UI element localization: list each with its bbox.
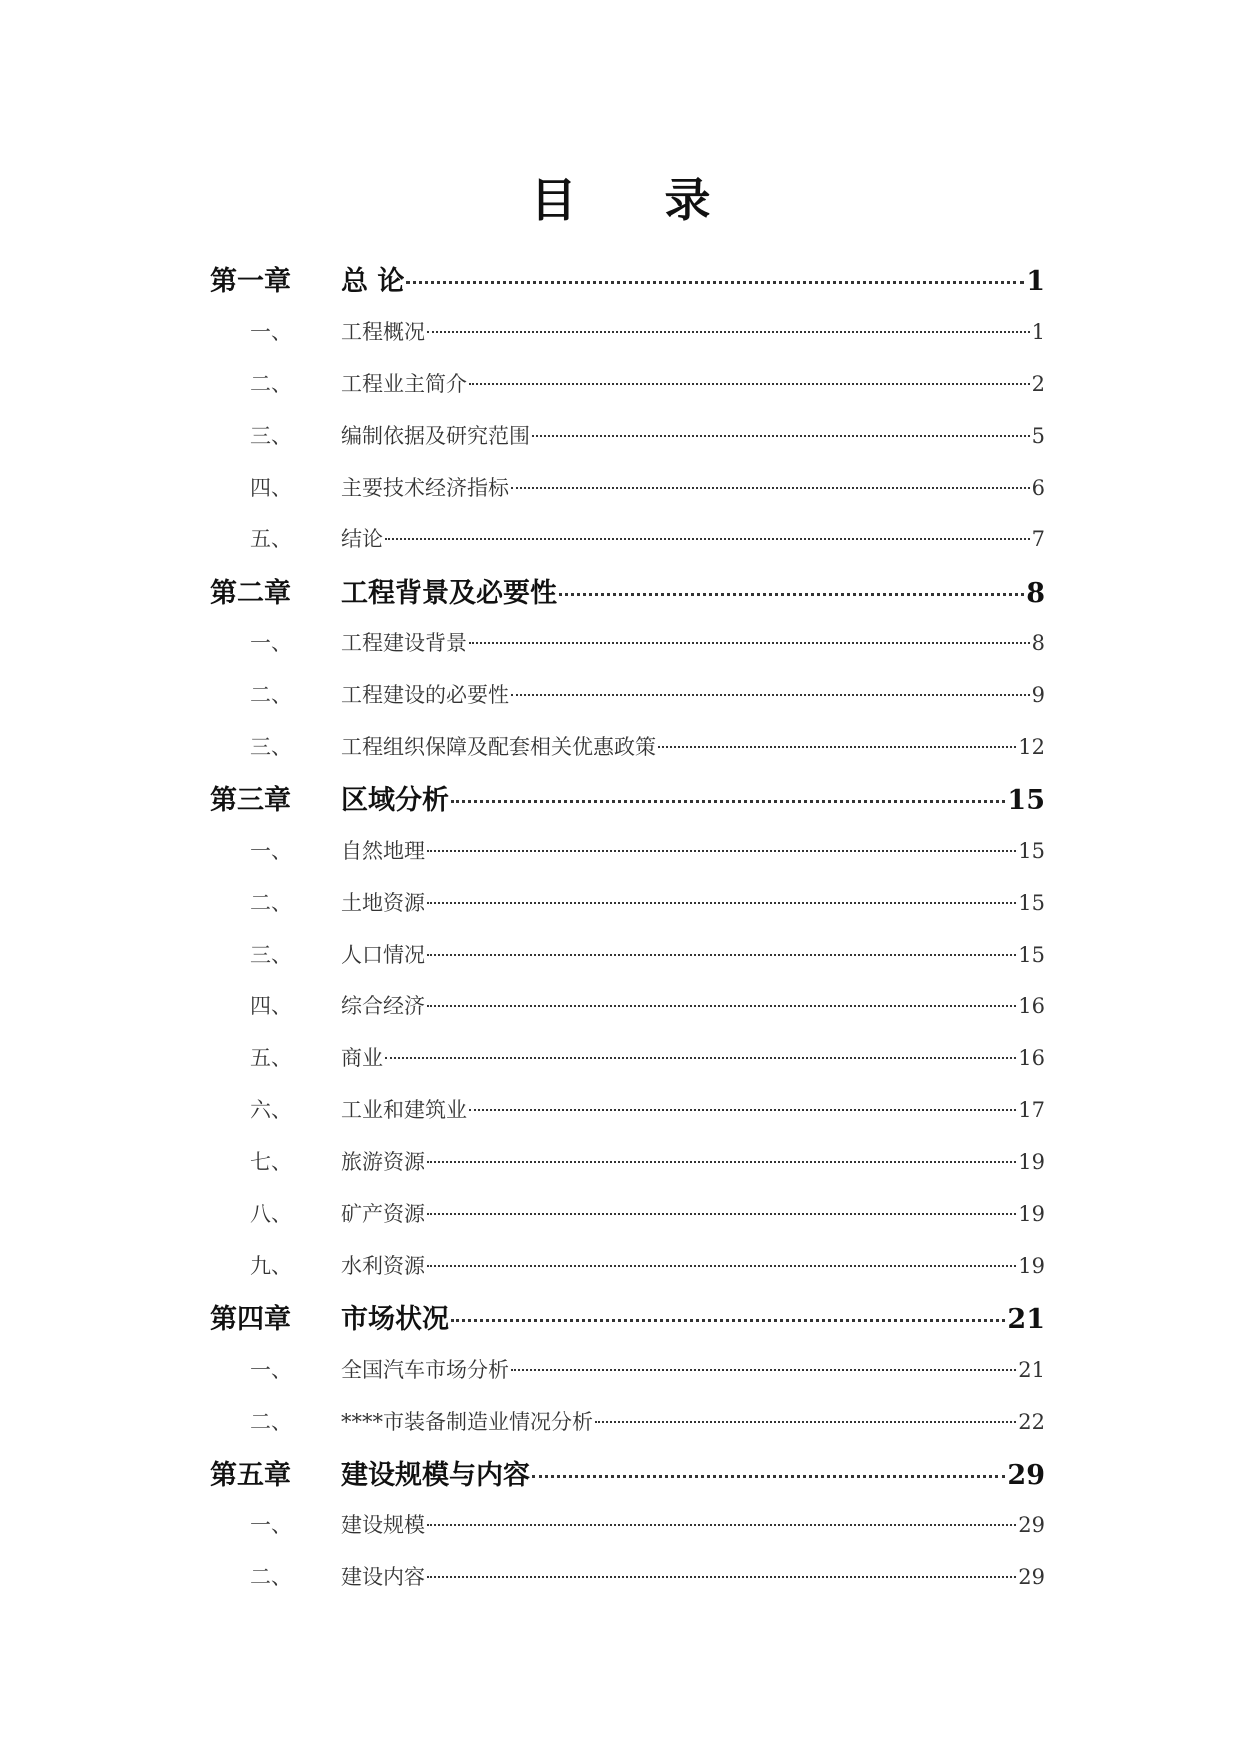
toc-section-row[interactable] — [0, 1031, 1241, 1083]
toc-section-row[interactable] — [0, 1135, 1241, 1187]
toc-entry-label: 市场状况 — [341, 1304, 449, 1336]
dot-leader — [469, 642, 1030, 644]
toc-entry-label: 水利资源 — [341, 1253, 425, 1278]
toc-page-number: 29 — [1007, 1459, 1045, 1491]
toc-section-row[interactable] — [0, 876, 1241, 928]
toc-entry — [341, 731, 1045, 761]
toc-entry — [341, 990, 1045, 1020]
toc-section-row[interactable] — [0, 1187, 1241, 1239]
toc-entry-label: 工程组织保障及配套相关优惠政策 — [341, 734, 656, 759]
dot-leader — [427, 1524, 1016, 1526]
toc-entry — [341, 523, 1045, 553]
toc-section-row[interactable] — [0, 616, 1241, 668]
toc-section-row[interactable] — [0, 357, 1241, 409]
toc-entry-label: 工业和建筑业 — [341, 1098, 467, 1123]
toc-section-row[interactable] — [0, 1395, 1241, 1447]
toc-entry-label: 人口情况 — [341, 942, 425, 967]
toc-entry — [341, 1094, 1045, 1124]
toc-section-row[interactable] — [0, 1498, 1241, 1550]
dot-leader — [406, 281, 1024, 284]
toc-section-row[interactable] — [0, 720, 1241, 772]
toc-chapter-row[interactable] — [0, 1446, 1241, 1498]
toc-entry — [341, 835, 1045, 865]
toc-entry — [341, 679, 1045, 709]
toc-page-number: 9 — [1031, 683, 1045, 708]
toc-entry-label: 建设规模 — [341, 1513, 425, 1538]
page-title: 目 录 — [530, 173, 747, 227]
toc-entry-number: 三、 — [250, 942, 292, 967]
dot-leader — [427, 1265, 1016, 1267]
dot-leader — [427, 902, 1016, 904]
toc-entry-number: 二、 — [250, 1565, 292, 1590]
table-of-contents — [0, 253, 1241, 1602]
toc-entry-number: 第三章 — [210, 785, 291, 817]
toc-page-number: 15 — [1018, 942, 1045, 967]
toc-entry-label: ****市装备制造业情况分析 — [341, 1409, 593, 1434]
toc-section-row[interactable] — [0, 979, 1241, 1031]
toc-entry-number: 一、 — [250, 838, 292, 863]
toc-entry-number: 七、 — [250, 1150, 292, 1175]
toc-entry — [341, 1453, 1045, 1492]
dot-leader — [385, 1057, 1016, 1059]
toc-page-number: 29 — [1018, 1565, 1045, 1590]
toc-entry-number: 五、 — [250, 527, 292, 552]
toc-entry — [341, 316, 1045, 346]
toc-entry-number: 一、 — [250, 1513, 292, 1538]
dot-leader — [451, 1319, 1005, 1322]
dot-leader — [595, 1421, 1016, 1423]
toc-chapter-row[interactable] — [0, 564, 1241, 616]
toc-entry — [341, 939, 1045, 969]
toc-entry-number: 二、 — [250, 371, 292, 396]
toc-entry — [341, 259, 1045, 298]
toc-page-number: 12 — [1018, 734, 1045, 759]
toc-entry — [341, 1198, 1045, 1228]
toc-section-row[interactable] — [0, 668, 1241, 720]
toc-entry-number: 一、 — [250, 631, 292, 656]
toc-section-row[interactable] — [0, 1343, 1241, 1395]
toc-entry-number: 第二章 — [210, 577, 291, 609]
toc-chapter-row[interactable] — [0, 1291, 1241, 1343]
toc-entry — [341, 571, 1045, 610]
toc-page-number: 16 — [1018, 1046, 1045, 1071]
toc-entry-label: 工程背景及必要性 — [341, 577, 557, 609]
dot-leader — [427, 331, 1030, 333]
toc-entry — [341, 420, 1045, 450]
toc-section-row[interactable] — [0, 928, 1241, 980]
toc-entry — [341, 778, 1045, 817]
toc-page-number: 29 — [1018, 1513, 1045, 1538]
toc-section-row[interactable] — [0, 824, 1241, 876]
toc-page-number: 21 — [1018, 1357, 1045, 1382]
toc-entry-number: 二、 — [250, 890, 292, 915]
toc-page-number: 17 — [1018, 1098, 1045, 1123]
toc-page-number: 1 — [1031, 319, 1045, 344]
dot-leader — [385, 538, 1030, 540]
toc-entry-number: 第一章 — [210, 266, 291, 298]
toc-entry-number: 八、 — [250, 1201, 292, 1226]
toc-page-number: 8 — [1026, 577, 1045, 609]
toc-entry — [341, 627, 1045, 657]
toc-entry-label: 商业 — [341, 1046, 383, 1071]
dot-leader — [511, 487, 1030, 489]
toc-entry-label: 结论 — [341, 527, 383, 552]
toc-section-row[interactable] — [0, 512, 1241, 564]
toc-entry-label: 建设内容 — [341, 1565, 425, 1590]
toc-chapter-row[interactable] — [0, 772, 1241, 824]
toc-entry-number: 第四章 — [210, 1304, 291, 1336]
toc-page-number: 19 — [1018, 1201, 1045, 1226]
toc-section-row[interactable] — [0, 1083, 1241, 1135]
toc-entry-label: 土地资源 — [341, 890, 425, 915]
toc-entry-label: 工程概况 — [341, 319, 425, 344]
toc-section-row[interactable] — [0, 1239, 1241, 1291]
toc-entry-number: 二、 — [250, 1409, 292, 1434]
toc-entry-label: 自然地理 — [341, 838, 425, 863]
dot-leader — [427, 1576, 1016, 1578]
toc-entry-number: 一、 — [250, 1357, 292, 1382]
toc-entry — [341, 1406, 1045, 1436]
toc-entry-number: 第五章 — [210, 1459, 291, 1491]
toc-entry-label: 建设规模与内容 — [341, 1459, 530, 1491]
toc-entry — [341, 1250, 1045, 1280]
dot-leader — [511, 1369, 1016, 1371]
toc-entry — [341, 1561, 1045, 1591]
toc-entry — [341, 368, 1045, 398]
toc-entry-number: 四、 — [250, 994, 292, 1019]
dot-leader — [427, 1005, 1016, 1007]
toc-entry-number: 五、 — [250, 1046, 292, 1071]
toc-page-number: 21 — [1007, 1304, 1045, 1336]
toc-page-number: 15 — [1007, 785, 1045, 817]
toc-page-number: 6 — [1031, 475, 1045, 500]
toc-page-number: 1 — [1026, 266, 1045, 298]
toc-entry-number: 六、 — [250, 1098, 292, 1123]
toc-entry-label: 工程建设背景 — [341, 631, 467, 656]
toc-page-number: 15 — [1018, 838, 1045, 863]
toc-entry — [341, 1146, 1045, 1176]
toc-entry-label: 编制依据及研究范围 — [341, 423, 530, 448]
toc-entry — [341, 1354, 1045, 1384]
toc-section-row[interactable] — [0, 409, 1241, 461]
dot-leader — [427, 850, 1016, 852]
toc-section-row[interactable] — [0, 461, 1241, 513]
toc-page-number: 2 — [1031, 371, 1045, 396]
toc-section-row[interactable] — [0, 305, 1241, 357]
dot-leader — [511, 694, 1030, 696]
toc-entry-number: 一、 — [250, 319, 292, 344]
toc-section-row[interactable] — [0, 1550, 1241, 1602]
dot-leader — [469, 1109, 1016, 1111]
dot-leader — [469, 383, 1030, 385]
toc-entry — [341, 887, 1045, 917]
toc-entry-label: 工程建设的必要性 — [341, 683, 509, 708]
dot-leader — [559, 593, 1024, 596]
toc-page-number: 19 — [1018, 1150, 1045, 1175]
toc-chapter-row[interactable] — [0, 253, 1241, 305]
toc-entry-label: 综合经济 — [341, 994, 425, 1019]
toc-page-number: 19 — [1018, 1253, 1045, 1278]
toc-entry-number: 三、 — [250, 734, 292, 759]
toc-entry-number: 九、 — [250, 1253, 292, 1278]
toc-entry — [341, 1509, 1045, 1539]
toc-page-number: 5 — [1031, 423, 1045, 448]
toc-entry-number: 三、 — [250, 423, 292, 448]
toc-entry-label: 主要技术经济指标 — [341, 475, 509, 500]
toc-page-number: 7 — [1031, 527, 1045, 552]
dot-leader — [427, 1161, 1016, 1163]
dot-leader — [427, 954, 1016, 956]
toc-entry-label: 工程业主简介 — [341, 371, 467, 396]
toc-entry-label: 总 论 — [341, 266, 405, 298]
toc-page-number: 16 — [1018, 994, 1045, 1019]
toc-page-number: 15 — [1018, 890, 1045, 915]
toc-entry-label: 区域分析 — [341, 785, 449, 817]
dot-leader — [658, 746, 1016, 748]
toc-page-number: 22 — [1018, 1409, 1045, 1434]
toc-entry-label: 旅游资源 — [341, 1150, 425, 1175]
toc-entry — [341, 1042, 1045, 1072]
toc-entry-label: 矿产资源 — [341, 1201, 425, 1226]
dot-leader — [532, 435, 1030, 437]
dot-leader — [451, 800, 1005, 803]
toc-page-number: 8 — [1031, 631, 1045, 656]
toc-entry-number: 四、 — [250, 475, 292, 500]
toc-entry-number: 二、 — [250, 683, 292, 708]
toc-entry — [341, 1297, 1045, 1336]
toc-entry — [341, 472, 1045, 502]
dot-leader — [532, 1475, 1005, 1478]
dot-leader — [427, 1213, 1016, 1215]
toc-entry-label: 全国汽车市场分析 — [341, 1357, 509, 1382]
